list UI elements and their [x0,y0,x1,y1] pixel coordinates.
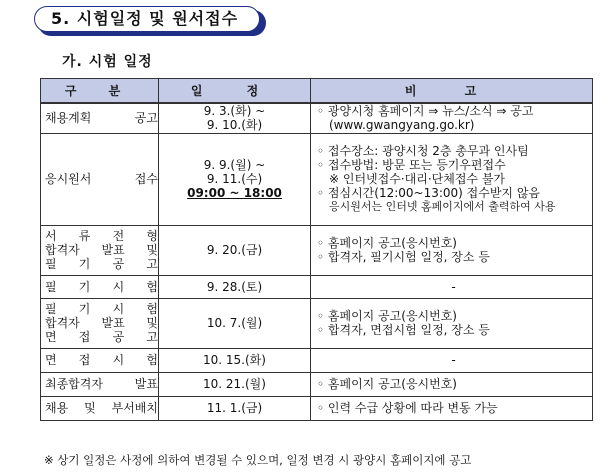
remarks-text: ◦ 홈페이지 공고(응시번호) [317,236,457,250]
category-cell [41,372,159,396]
category-text: 채용 및 부서배치 [45,401,158,415]
category-text: 합격자 발표 및 [45,316,158,330]
schedule-text: 10. 15.(화) [203,353,266,367]
remarks-text: - [451,279,456,294]
category-cell [41,396,159,420]
schedule-text: 9. 11.(수) [206,172,263,186]
remarks-cell [311,396,593,420]
category-text: 채용계획 공고 [45,111,158,126]
remarks-cell [311,298,593,348]
category-cell [41,103,159,133]
schedule-cell [159,372,311,396]
column-header-remarks: 비 고 [311,79,593,104]
category-text: 필 기 공 고 [45,257,158,271]
subtitle: 가. 시험 일정 [62,54,153,70]
remarks-cell [311,348,593,372]
remarks-text: ◦ 접수방법: 방문 또는 등기우편접수 [317,158,506,172]
schedule-text: 9. 3.(화) ~ [203,104,266,119]
table-row [41,103,593,133]
column-header-schedule: 일 정 [159,79,311,104]
remarks-text: ◦ 인력 수급 상황에 따라 변동 가능 [317,401,498,415]
table-row [41,298,593,348]
category-cell [41,275,159,298]
remarks-cell [311,103,593,133]
column-header-category: 구 분 [41,79,159,104]
table-row [41,225,593,275]
category-text: 면 접 시 험 [45,353,158,367]
schedule-text: 10. 7.(월) [206,316,263,330]
schedule-cell [159,348,311,372]
schedule-cell [159,275,311,298]
section-title: 5. 시험일정 및 원서접수 [34,6,260,32]
remarks-text: (www.gwangyang.go.kr) [329,118,475,133]
remarks-text: ◦ 합격자, 필기시험 일정, 장소 등 [317,250,490,264]
schedule-cell [159,133,311,225]
section-title-tab [34,6,266,34]
remarks-text: ◦ 광양시청 홈페이지 ⇒ 뉴스/소식 ⇒ 공고 [317,104,534,119]
schedule-text: 11. 1.(금) [206,401,263,415]
remarks-text: - [451,353,456,367]
category-text: 서 류 전 형 [45,229,158,243]
remarks-cell [311,275,593,298]
remarks-text: ◦ 접수장소: 광양시청 2층 총무과 인사팀 [317,144,529,158]
table-row [41,275,593,298]
remarks-text: ◦ 홈페이지 공고(응시번호) [317,309,457,323]
schedule-cell [159,298,311,348]
category-text: 합격자 발표 및 [45,243,158,257]
remarks-cell [311,133,593,225]
remarks-text: ◦ 점심시간(12:00~13:00) 접수받지 않음 [317,186,541,200]
category-cell [41,348,159,372]
remarks-cell [311,225,593,275]
schedule-cell [159,225,311,275]
category-text: 응시원서 접수 [45,172,158,186]
table-row [41,348,593,372]
schedule-text: 9. 20.(금) [206,243,263,257]
schedule-text: 10. 21.(월) [203,377,266,391]
footnote: ※ 상기 일정은 사정에 의하여 변경될 수 있으며, 일정 변경 시 광양시 홈페이지에 공고 [44,453,472,467]
schedule-cell [159,396,311,420]
table-row [41,133,593,225]
remarks-cell [311,372,593,396]
remarks-text: ◦ 합격자, 면접시험 일정, 장소 등 [317,323,490,337]
table-header-row [41,79,593,104]
schedule-text: 9. 10.(화) [206,118,263,133]
table-row [41,396,593,420]
table-row [41,372,593,396]
schedule-cell [159,103,311,133]
category-cell [41,298,159,348]
category-text: 면 접 공 고 [45,330,158,344]
category-text: 최종합격자 발표 [45,377,158,391]
schedule-text: 9. 9.(월) ~ [203,158,266,172]
category-text: 필 기 시 험 [45,279,158,294]
remarks-text: ※ 인터넷접수·대리·단체접수 불가 [329,172,506,186]
remarks-text: ◦ 홈페이지 공고(응시번호) [317,377,457,391]
category-cell [41,225,159,275]
schedule-text: 9. 28.(토) [206,279,263,294]
schedule-table [40,78,593,421]
category-text: 필 기 시 험 [45,302,158,316]
reception-hours: 09:00 ~ 18:00 [187,186,282,200]
remarks-text: 응시원서는 인터넷 홈페이지에서 출력하여 사용 [329,200,556,213]
category-cell [41,133,159,225]
